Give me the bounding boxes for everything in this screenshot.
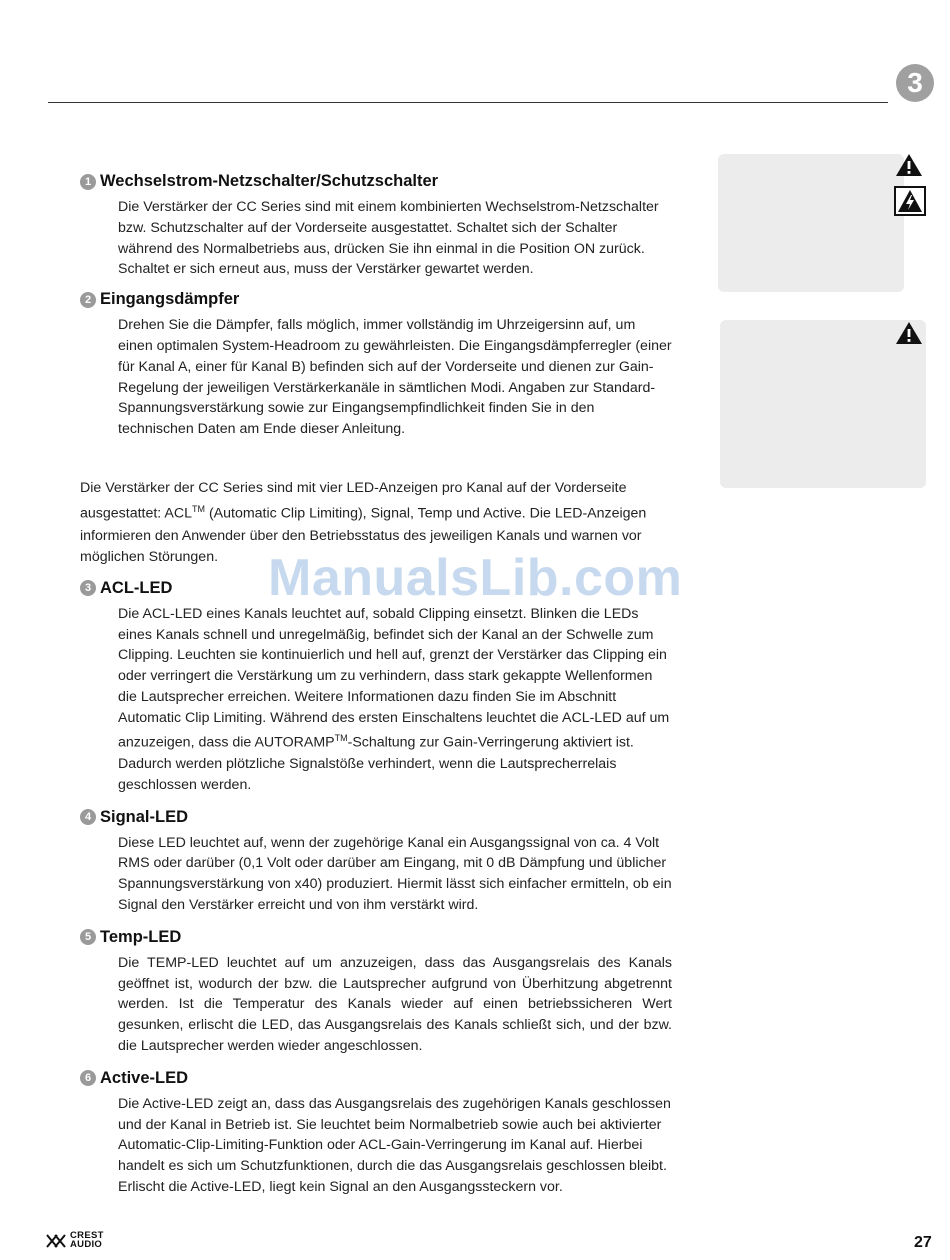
section-active-led xyxy=(80,1069,672,1198)
crest-logo-icon xyxy=(46,1233,68,1249)
section-title: Wechselstrom-Netzschalter/Schutzschalter xyxy=(100,172,439,190)
section-title: ACL-LED xyxy=(100,578,173,597)
chapter-badge: 3 xyxy=(896,64,934,102)
section-number-badge: 1 xyxy=(80,174,96,190)
header-rule xyxy=(48,102,888,103)
section-acl-led xyxy=(80,579,672,796)
crest-audio-logo: CREST AUDIO xyxy=(46,1232,104,1249)
warning-sidebar-box-1 xyxy=(718,154,904,292)
section-number-badge: 5 xyxy=(80,929,96,945)
section-number-badge: 4 xyxy=(80,809,96,825)
section-text: Die Active-LED zeigt an, dass das Ausgangsrelais des zugehörigen Kanals geschlossen und der Kanal in Betrieb ist. Sie leuchtet beim Normalbetrieb sowie auch bei aktivierter Automatic-Clip-Limiting-Funktion oder ACL-Gain-Verringerung im Kanal auf. Hierbei handelt es sich um Schutzfunktionen, durch die das Ausgangsrelais geschlossen bleibt. Erlischt die Active-LED, liegt kein Signal an den Ausgangssteckern vor. xyxy=(118,1095,671,1195)
section-number-badge: 6 xyxy=(80,1070,96,1086)
section-power-switch xyxy=(80,172,672,280)
section-text: Diese LED leuchtet auf, wenn der zugehörige Kanal ein Ausgangssignal von ca. 4 Volt RMS oder darüber (0,1 Volt oder darüber am Eingang, mit 0 dB Dämpfung und üblicher Spannungsverstärkung von x40) produziert. Hiermit lässt sich einfacher ermitteln, ob ein Signal den Verstärker erreicht und von ihm verstärkt wird. xyxy=(118,834,672,913)
section-text: Die Verstärker der CC Series sind mit einem kombinierten Wechselstrom-Netzschalter bzw. Schutzschalter auf der Vorderseite ausgestattet. Schaltet sich der Schalter während des Normalbetriebs aus, drücken Sie ihn einmal in die Position ON zurück. Schaltet er sich erneut aus, muss der Verstärker gewartet werden. xyxy=(118,199,659,278)
led-intro-paragraph: Die Verstärker der CC Series sind mit vier LED-Anzeigen pro Kanal auf der Vorderseite ausgestattet: ACL™ (Automatic Clip Limiting), Signal, Temp und Active. Die LED-Anzeigen informieren den Anwender über den Betriebsstatus des jeweiligen Kanals und warnen vor möglichen Störungen. xyxy=(80,479,647,566)
section-text: Die ACL-LED eines Kanals leuchtet auf, sobald Clipping einsetzt. Blinken die LEDs eines Kanals schnell und unregelmäßig, befindet sich der Kanal an der Schwelle zum Clipping. Leuchten sie kontinuierlich und hell auf, grenzt der Verstärker das Clipping ein oder verringert die Verstärkung um zu verhindern, dass stark gekappte Wellenformen die Lautsprecher erreichen. Weitere Informationen dazu finden Sie im Abschnitt Automatic Clip Limiting. Während des ersten Einschaltens leuchtet die ACL-LED auf um anzuzeigen, dass die AUTORAMP™-Schaltung zur Gain-Verringerung aktiviert ist. Dadurch werden plötzliche Signalstöße verhindert, wenn die Lautsprecherrelais geschlossen werden. xyxy=(118,605,670,793)
section-title: Signal-LED xyxy=(100,807,189,826)
section-input-attenuator xyxy=(80,290,672,440)
electric-shock-warning-icon xyxy=(894,186,926,216)
section-number-badge: 3 xyxy=(80,580,96,596)
watermark: ManualsLib.com xyxy=(268,549,683,607)
main-content xyxy=(80,172,672,1198)
page-number: 27 xyxy=(914,1234,932,1251)
section-title: Active-LED xyxy=(100,1068,189,1087)
section-temp-led xyxy=(80,928,672,1057)
section-title: Eingangsdämpfer xyxy=(100,290,240,309)
section-text: Drehen Sie die Dämpfer, falls möglich, immer vollständig im Uhrzeigersinn auf, um einen optimalen System-Headroom zu gewährleisten. Die Eingangsdämpferregler (einer für Kanal A, einer für Kanal B) befinden sich auf der Vorderseite und dienen zur Gain-Regelung der jeweiligen Verstärkerkanäle in sämtlichen Modi. Angaben zur Standard-Spannungsverstärkung sowie zur Eingangsempfindlichkeit finden Sie in den technischen Daten am Ende dieser Anleitung. xyxy=(118,317,672,438)
section-signal-led xyxy=(80,808,672,916)
warning-triangle-icon xyxy=(894,320,924,346)
trademark-mark: TM xyxy=(334,733,348,744)
section-number-badge: 2 xyxy=(80,292,96,308)
section-text: Die TEMP-LED leuchtet auf um anzuzeigen, dass das Ausgangsrelais des Kanals geöffnet ist, wodurch der bzw. die Lautsprecher aufgrund von Überhitzung abgetrennt werden. Ist die Temperatur des Kanals wieder auf einen betriebssicheren Wert gesunken, erlischt die LED, das Ausgangsrelais des Kanals schließt sich, und der bzw. die Lautsprecher werden wieder angeschlossen. xyxy=(118,954,672,1054)
section-title: Temp-LED xyxy=(100,927,182,946)
warning-triangle-icon xyxy=(894,152,924,178)
trademark-mark: TM xyxy=(192,504,205,515)
